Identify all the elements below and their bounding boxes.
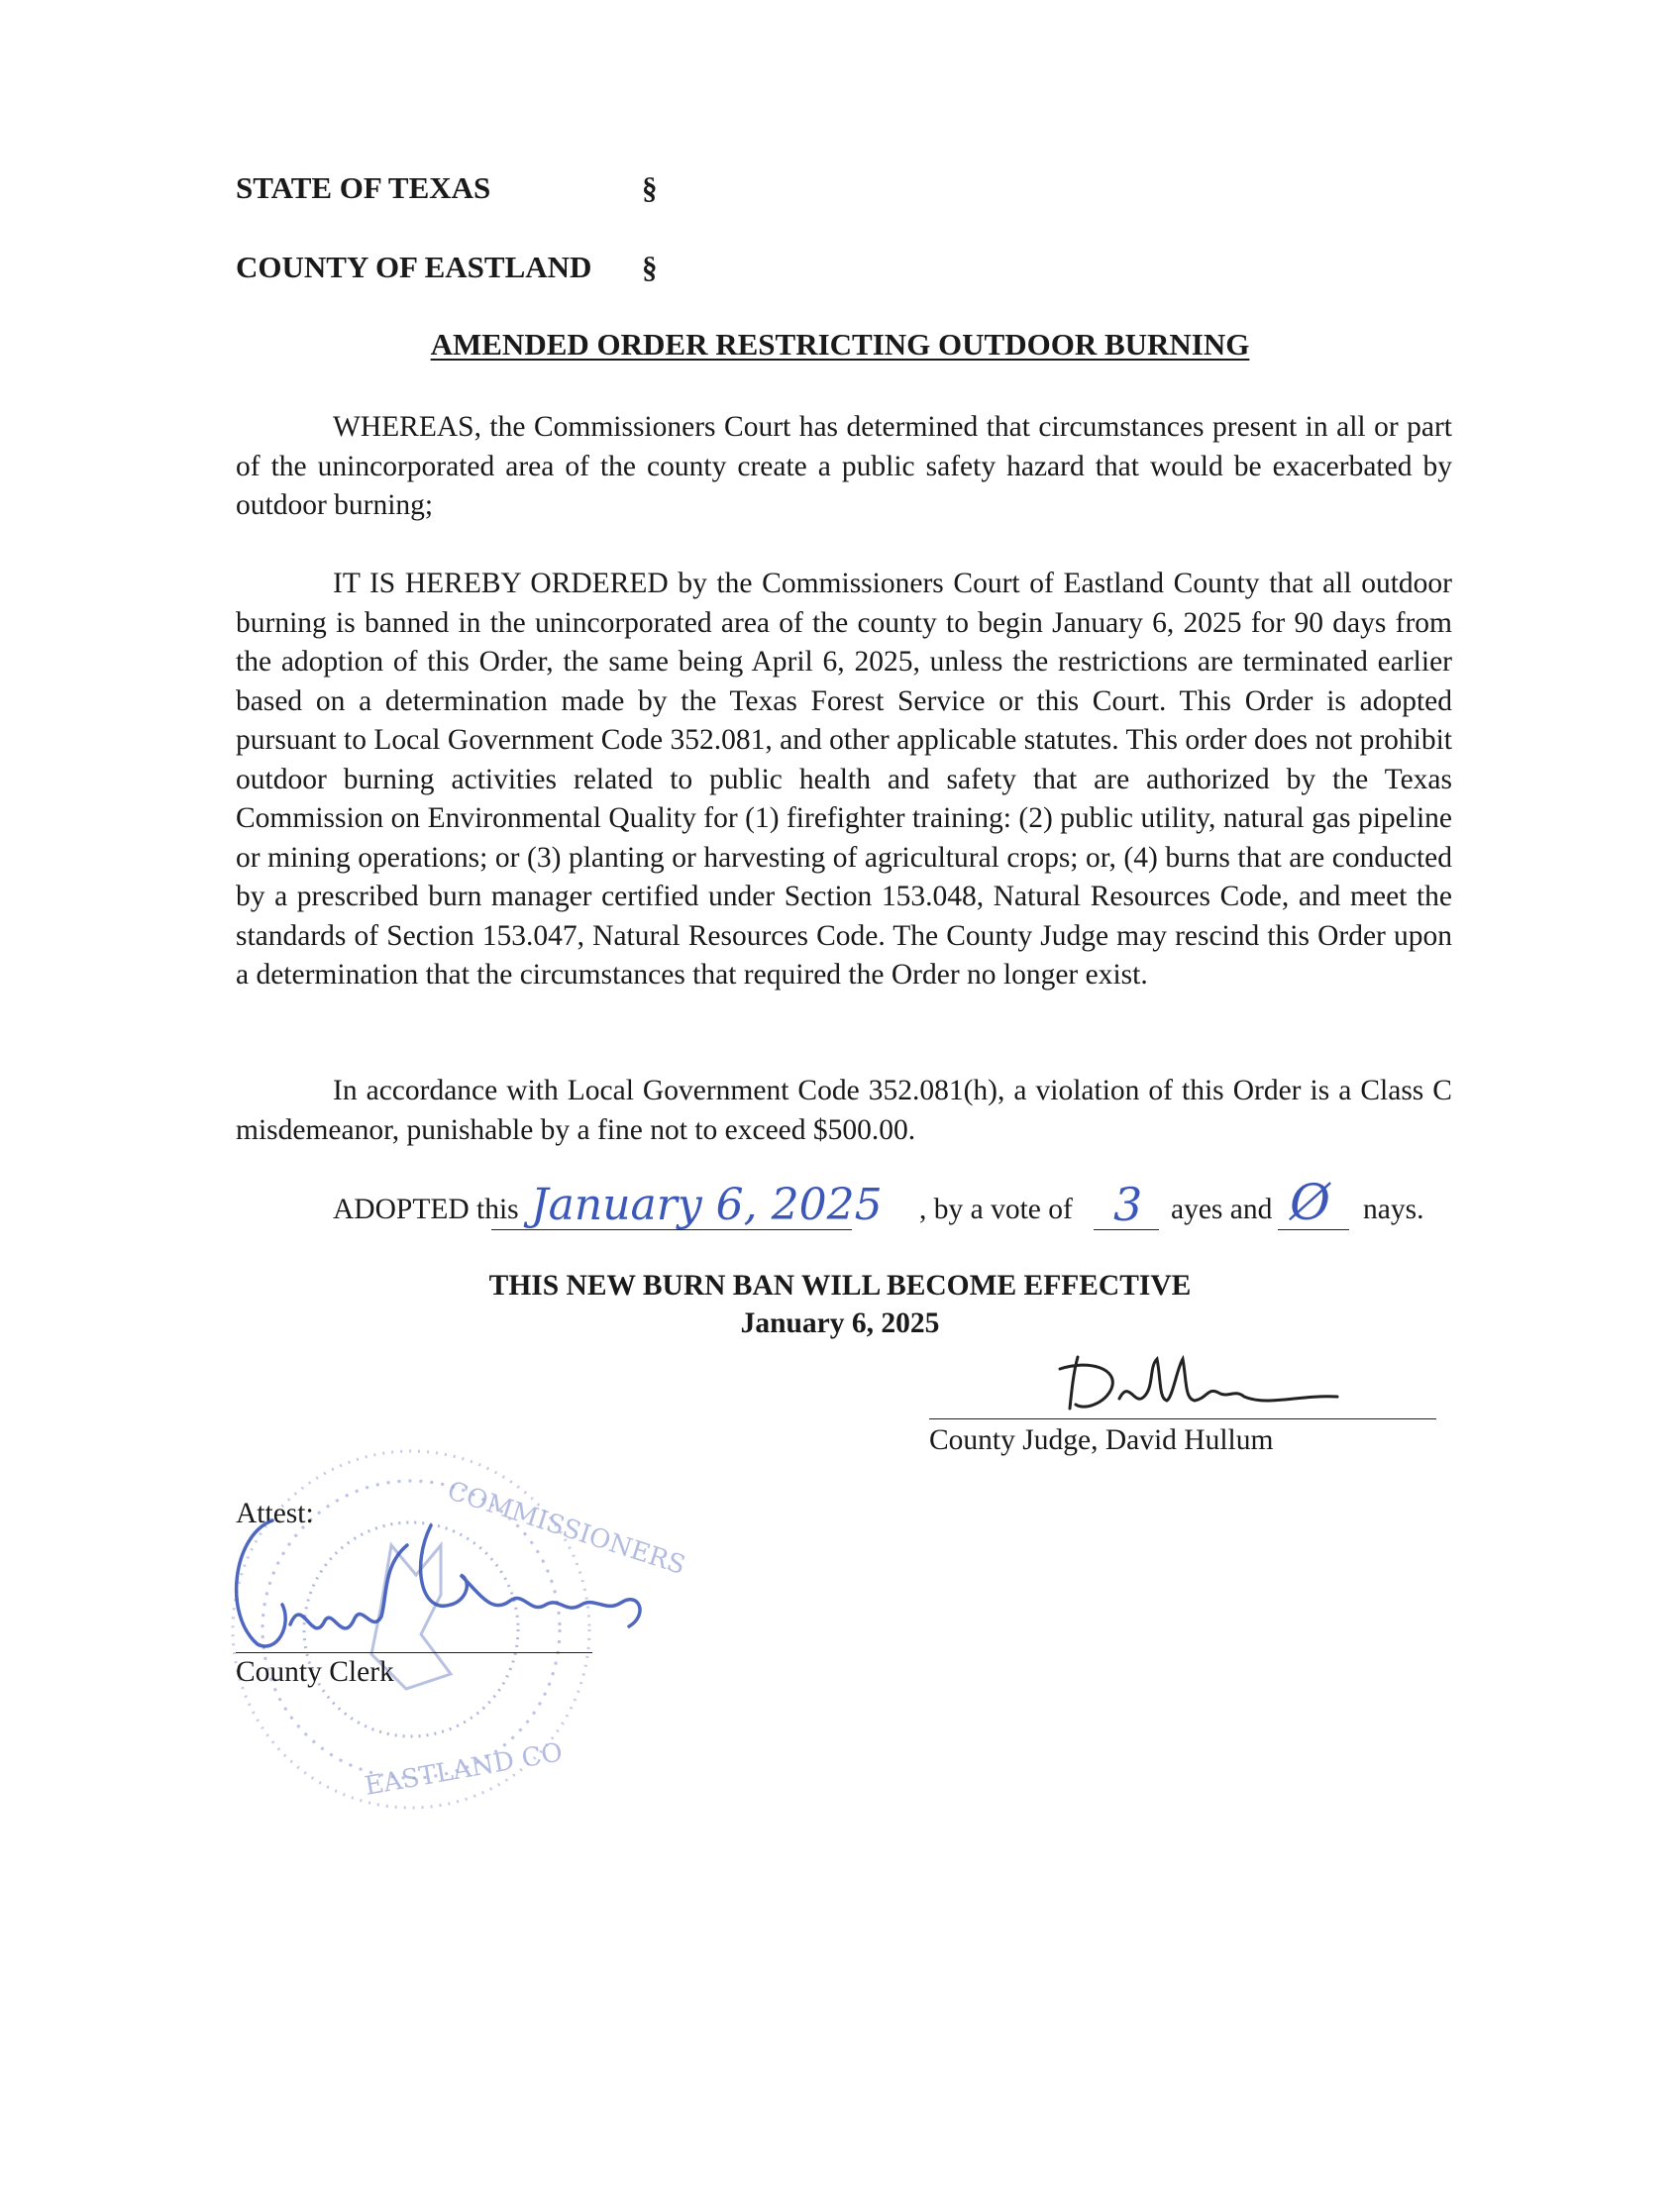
clerk-signature-line [236,1652,592,1653]
whereas-paragraph: WHEREAS, the Commissioners Court has determined that circumstances present in all or part of the unincorporated area of the county create a public safety hazard that would be exacerbated by outdoor burning; [236,411,1452,521]
caption-county-line [236,250,658,285]
section-symbol: § [642,250,658,284]
judge-signature-line [929,1418,1436,1419]
judge-signature [1050,1349,1347,1428]
clerk-label: County Clerk [236,1656,394,1688]
judge-label: County Judge, David Hullum [929,1424,1274,1456]
svg-text:COMMISSIONERS: COMMISSIONERS [443,1476,689,1582]
handwritten-nays: Ø [1290,1174,1330,1231]
handwritten-ayes: 3 [1113,1178,1143,1231]
order-paragraph: IT IS HEREBY ORDERED by the Commissioners Court of Eastland County that all outdoor burning is banned in the unincorporated area of the county to begin January 6, 2025 for 90 days from the adoption of this Order, the same being April 6, 2025, unless the restrictions are terminated earlier based on a determination made by the Texas Forest Service or this Court. This Order is adopted pursuant to Local Government Code 352.081, and other applicable statutes. This order does not prohibit outdoor burning activities related to public health and safety that are authorized by the Texas Commission on Environmental Quality for (1) firefighter training: (2) public utility, natural gas pipeline or mining operations; or (3) planting or harvesting of agricultural crops; or, (4) burns that are conducted by a prescribed burn manager certified under Section 153.048, Natural Resources Code, and meet the standards of Section 153.047, Natural Resources Code. The County Judge may rescind this Order upon a determination that the circumstances that required the Order no longer exist. [236,568,1452,991]
svg-text:EASTLAND CO: EASTLAND CO [363,1737,566,1802]
handwritten-date: January 6, 2025 [531,1180,883,1230]
effective-date: January 6, 2025 [740,1307,940,1339]
adopted-line [333,1174,1452,1243]
caption-state-line [236,170,658,206]
vote-text: , by a vote of [919,1194,1073,1225]
caption-state: STATE OF TEXAS [236,170,491,205]
nays-label: nays. [1363,1194,1424,1225]
attest-label: Attest: [236,1498,314,1529]
section-symbol: § [642,170,658,205]
caption-county: COUNTY OF EASTLAND [236,250,592,284]
effective-heading: THIS NEW BURN BAN WILL BECOME EFFECTIVE [488,1270,1192,1302]
clerk-signature [213,1506,669,1674]
ayes-label: ayes and [1171,1194,1273,1225]
adopted-prefix: ADOPTED this [333,1194,519,1225]
violation-paragraph: In accordance with Local Government Code 352.081(h), a violation of this Order is a Class C misdemeanor, punishable by a fine not to exceed $500.00. [236,1075,1452,1146]
order-title: AMENDED ORDER RESTRICTING OUTDOOR BURNING [430,327,1250,362]
